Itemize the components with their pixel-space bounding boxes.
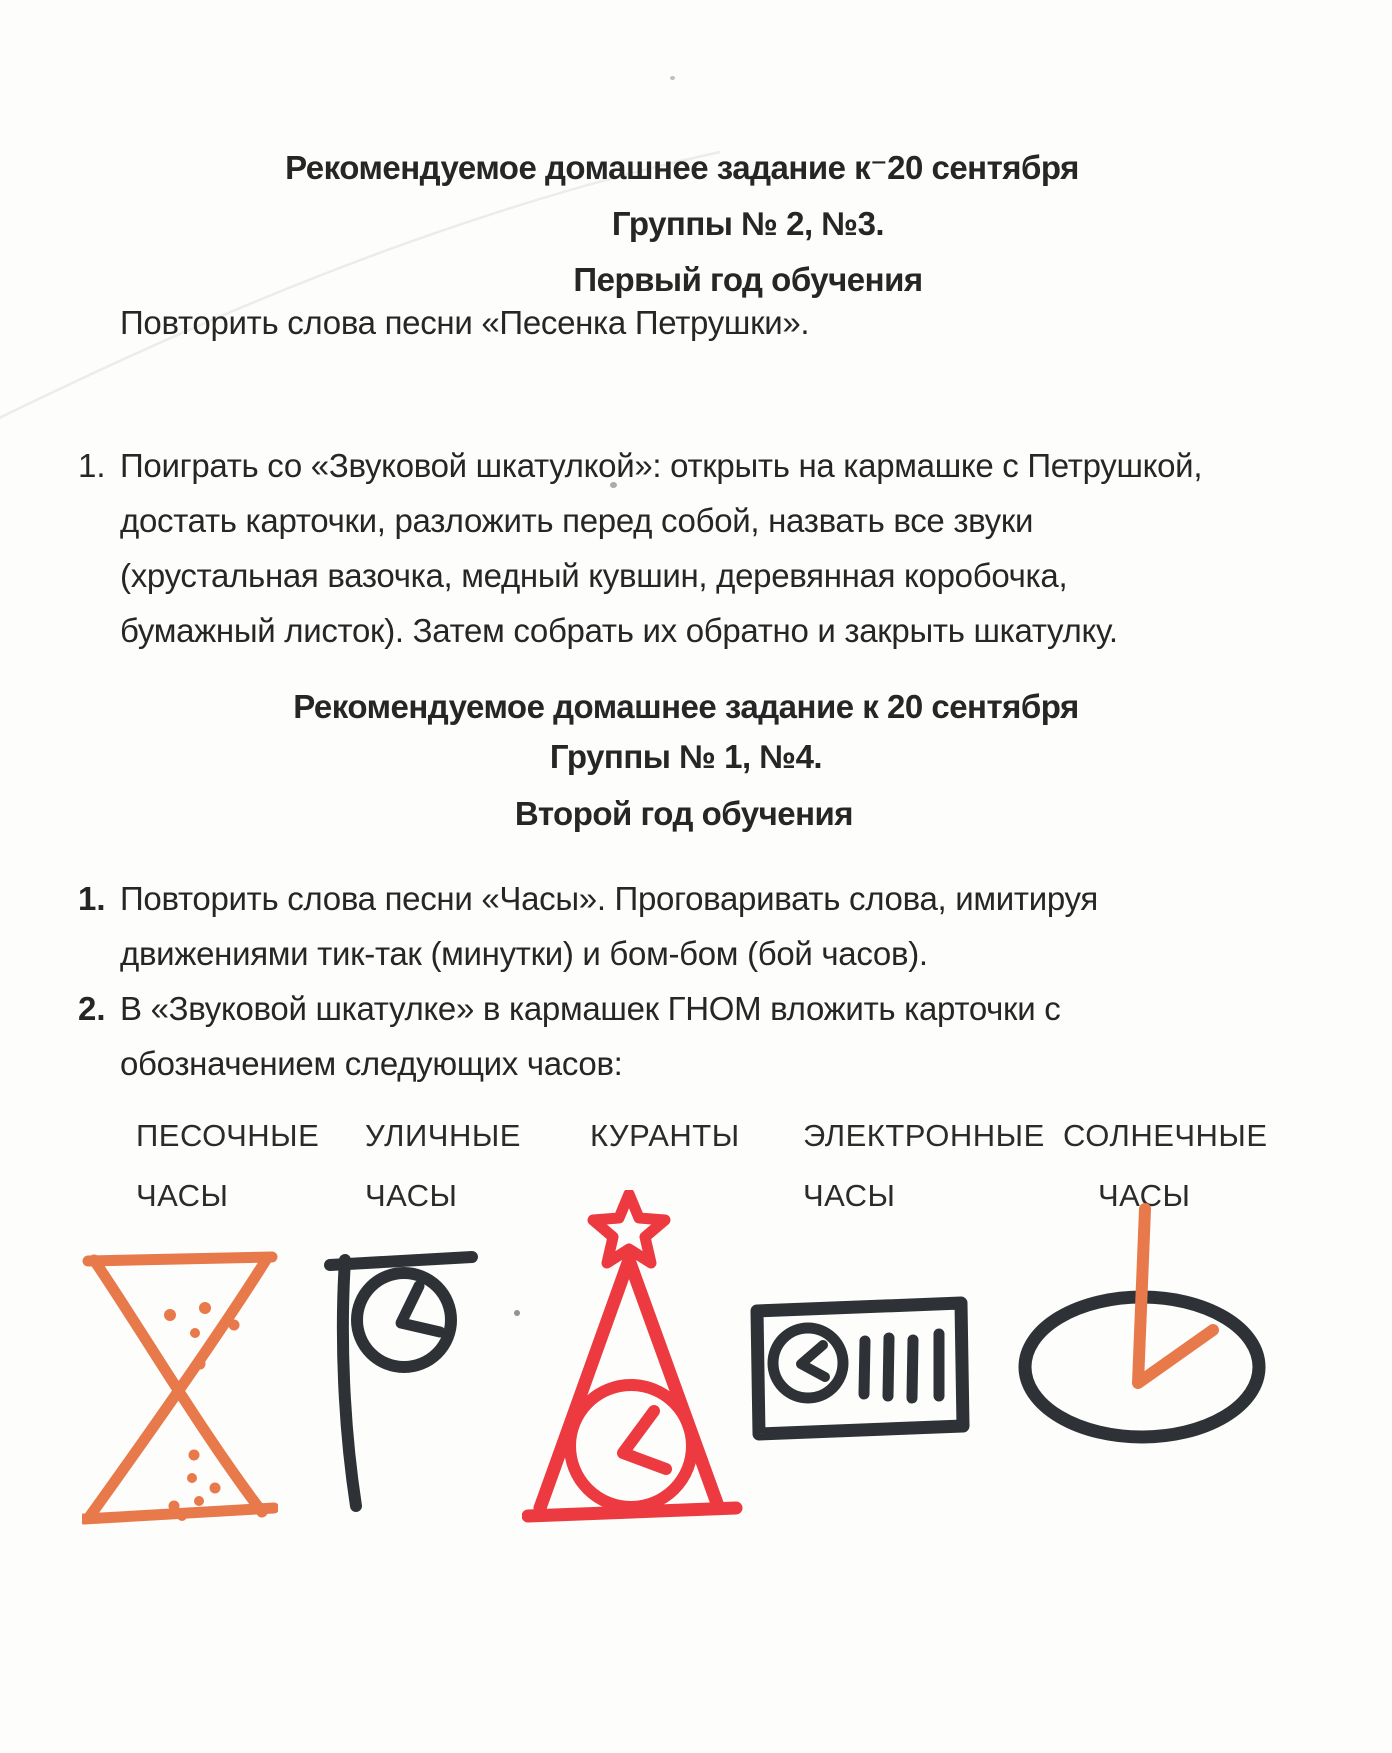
heading-line: Группы № 1, №4. <box>549 738 823 775</box>
clock-label-street-clock <box>365 1106 521 1226</box>
list-item-text-line: В «Звуковой шкатулке» в кармашек ГНОМ вложить карточки с <box>120 990 1061 1027</box>
scan-speck <box>514 1310 520 1316</box>
list-item-text-line: Поиграть со «Звуковой шкатулкой»: открыть на кармашке с Петрушкой, <box>120 447 1203 484</box>
section1-intro-text: Повторить слова песни «Песенка Петрушки». <box>120 304 810 341</box>
kremlin-chimes-drawing <box>522 1190 746 1530</box>
heading-line: Первый год обучения <box>573 261 923 298</box>
clock-label-line: ПЕСОЧНЫЕ <box>136 1118 320 1153</box>
list-item-text-line: обозначением следующих часов: <box>120 1045 623 1082</box>
section1-heading <box>0 140 1392 308</box>
list-item <box>0 871 1392 981</box>
list-item-number: 1. <box>78 880 106 917</box>
section2-list <box>0 871 1392 1091</box>
clock-label-line: ЧАСЫ <box>1098 1178 1191 1213</box>
list-item-number: 1. <box>78 447 106 484</box>
clock-label-line: ЧАСЫ <box>365 1178 458 1213</box>
clock-label-line: ЧАСЫ <box>803 1178 896 1213</box>
hourglass-drawing <box>82 1248 278 1526</box>
list-item-text-line: движениями тик-так (минутки) и бом-бом (бой часов). <box>120 935 928 972</box>
heading-line: Рекомендуемое домашнее задание к 20 сентября <box>293 688 1079 725</box>
clock-label-line: ЭЛЕКТРОННЫЕ <box>803 1118 1045 1153</box>
list-item-text-line: Повторить слова песни «Часы». Проговаривать слова, имитируя <box>120 880 1098 917</box>
clock-label-line: УЛИЧНЫЕ <box>365 1118 521 1153</box>
list-item <box>0 981 1392 1091</box>
scan-speck <box>670 76 675 80</box>
digital-clock-drawing <box>748 1296 970 1444</box>
clock-label-electronic-clock <box>803 1106 1045 1226</box>
list-item-number: 2. <box>78 990 106 1027</box>
clock-label-line: ЧАСЫ <box>136 1178 229 1213</box>
list-item-text-line: достать карточки, разложить перед собой, назвать все звуки <box>120 502 1034 539</box>
section1-list <box>0 438 1392 658</box>
clock-label-chimes <box>590 1106 740 1166</box>
sundial-drawing <box>1012 1200 1270 1448</box>
section2-heading <box>0 682 1392 782</box>
section2-subtitle: Второй год обучения <box>514 795 854 832</box>
heading-line: Группы № 2, №3. <box>611 205 885 242</box>
street-clock-drawing <box>320 1248 480 1518</box>
heading-line: Рекомендуемое домашнее задание к⁻20 сентября <box>285 149 1079 186</box>
clock-label-line: КУРАНТЫ <box>590 1118 740 1153</box>
list-item-text-line: бумажный листок). Затем собрать их обратно и закрыть шкатулку. <box>120 612 1118 649</box>
list-item-text-line: (хрустальная вазочка, медный кувшин, деревянная коробочка, <box>120 557 1068 594</box>
clock-label-sand-clock <box>136 1106 319 1226</box>
list-item <box>0 438 1392 658</box>
clock-label-line: СОЛНЕЧНЫЕ <box>1063 1118 1268 1153</box>
